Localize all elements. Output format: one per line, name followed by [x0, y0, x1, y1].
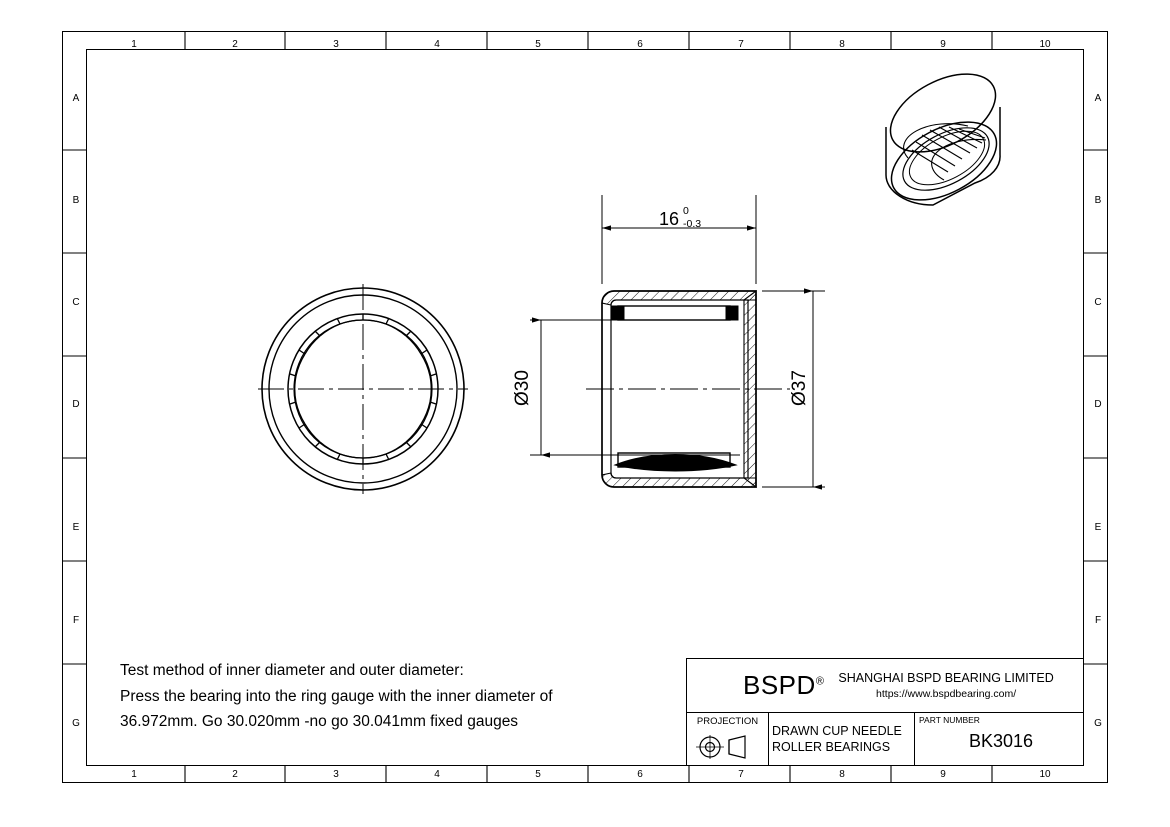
zone-column-bottom-5: 5: [535, 769, 541, 780]
zone-column-top-5: 5: [535, 39, 541, 50]
title-block: [686, 658, 1084, 766]
notes-line-1: Test method of inner diameter and outer diameter:: [120, 662, 464, 679]
zone-column-top-10: 10: [1039, 39, 1051, 50]
projection-cell: [687, 713, 769, 766]
zone-row-right-b: B: [1094, 195, 1102, 206]
notes-line-3: 36.972mm. Go 30.020mm -no go 30.041mm fixed gauges: [120, 713, 519, 731]
part-number-cell: [915, 713, 1083, 766]
zone-column-bottom-8: 8: [839, 769, 845, 780]
test-method-notes: [120, 658, 680, 735]
zone-row-right-f: F: [1094, 615, 1102, 626]
zone-column-bottom-10: 10: [1039, 769, 1051, 780]
company-info: [838, 670, 1053, 701]
description-line-2: ROLLER BEARINGS: [772, 739, 891, 754]
projection-label: PROJECTION: [696, 716, 759, 727]
zone-column-top-1: 1: [131, 39, 137, 50]
zone-row-left-a: A: [72, 93, 80, 104]
part-number-label: PART NUMBER: [919, 715, 980, 725]
first-angle-projection-icon: [687, 732, 768, 762]
description-cell: [769, 713, 915, 766]
dimension-width-tol-upper: 0: [683, 205, 689, 217]
zone-row-left-e: E: [72, 522, 80, 533]
brand-name: BSPD: [743, 670, 816, 700]
zone-column-bottom-2: 2: [232, 769, 238, 780]
zone-row-left-g: G: [72, 718, 80, 729]
zone-row-right-c: C: [1094, 297, 1102, 308]
description-line-1: DRAWN CUP NEEDLE: [772, 723, 902, 738]
zone-row-left-c: C: [72, 297, 80, 308]
zone-row-right-g: G: [1094, 718, 1102, 729]
zone-row-left-b: B: [72, 195, 80, 206]
zone-column-top-9: 9: [940, 39, 946, 50]
zone-column-bottom-6: 6: [637, 769, 643, 780]
zone-column-bottom-9: 9: [940, 769, 946, 780]
dimension-width-value: 16: [658, 209, 679, 229]
zone-row-left-d: D: [72, 399, 80, 410]
zone-row-right-e: E: [1094, 522, 1102, 533]
zone-row-left-f: F: [72, 615, 80, 626]
zone-column-bottom-4: 4: [434, 769, 440, 780]
zone-row-right-a: A: [1094, 93, 1102, 104]
dimension-bore-label: Ø30: [512, 370, 533, 406]
dimension-outer-label: Ø37: [789, 370, 810, 406]
registered-trademark-icon: ®: [815, 675, 825, 688]
zone-column-top-4: 4: [434, 39, 440, 50]
notes-line-2: Press the bearing into the ring gauge with the inner diameter of: [120, 687, 553, 705]
company-url[interactable]: https://www.bspdbearing.com/: [876, 687, 1017, 700]
title-block-detail-row: [687, 713, 1083, 766]
zone-column-top-6: 6: [637, 39, 643, 50]
zone-column-top-7: 7: [738, 39, 744, 50]
company-name: SHANGHAI BSPD BEARING LIMITED: [838, 670, 1054, 685]
zone-column-top-3: 3: [333, 39, 339, 50]
zone-column-top-8: 8: [839, 39, 845, 50]
dimension-width-tol-lower: -0.3: [683, 218, 702, 230]
zone-column-top-2: 2: [232, 39, 238, 50]
zone-column-bottom-7: 7: [738, 769, 744, 780]
zone-row-right-d: D: [1094, 399, 1102, 410]
part-number-value: BK3016: [968, 731, 1034, 751]
company-logo: [743, 670, 824, 701]
title-block-header-row: [687, 659, 1083, 713]
zone-column-bottom-1: 1: [131, 769, 137, 780]
zone-column-bottom-3: 3: [333, 769, 339, 780]
